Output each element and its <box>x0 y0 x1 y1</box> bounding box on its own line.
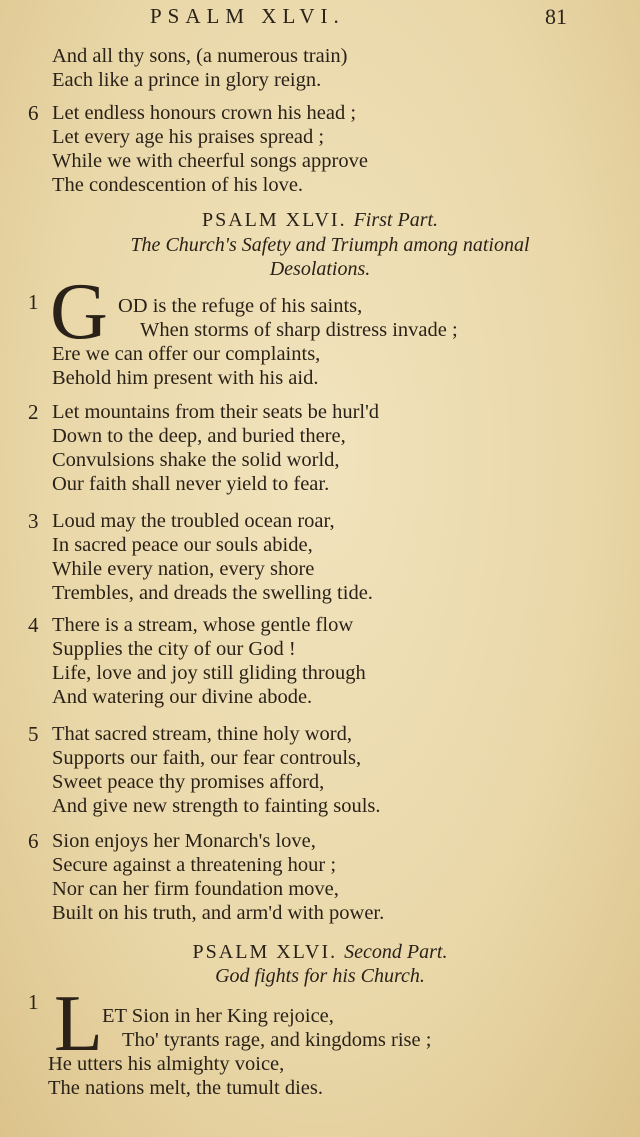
psalm-title: PSALM XLVI. <box>201 209 347 231</box>
verse-line: Nor can her firm foundation move, <box>52 878 339 900</box>
verse-line: Down to the deep, and buried there, <box>52 425 346 447</box>
verse-line: Supports our faith, our fear controuls, <box>52 747 362 769</box>
stanza-number: 1 <box>28 290 39 314</box>
verse-line: Tho' tyrants rage, and kingdoms rise ; <box>122 1029 432 1051</box>
section-heading <box>0 208 640 232</box>
verse-line: ET Sion in her King rejoice, <box>102 1005 334 1027</box>
verse-line: Our faith shall never yield to fear. <box>52 473 330 495</box>
verse-line: In sacred peace our souls abide, <box>52 534 313 556</box>
verse-line: Trembles, and dreads the swelling tide. <box>52 582 373 604</box>
verse-line: When storms of sharp distress invade ; <box>140 319 458 341</box>
verse-line: Supplies the city of our God ! <box>52 638 296 660</box>
verse-line: OD is the refuge of his saints, <box>118 295 363 317</box>
verse-line: Life, love and joy still gliding through <box>52 662 366 684</box>
stanza-number: 2 <box>28 400 39 424</box>
verse-line: Secure against a threatening hour ; <box>52 854 337 876</box>
stanza-number: 3 <box>28 509 39 533</box>
section-heading <box>0 940 640 964</box>
section-subtitle: Desolations. <box>269 258 371 280</box>
running-head: PSALM XLVI. <box>150 4 345 28</box>
verse-line: While every nation, every shore <box>52 558 315 580</box>
drop-cap: G <box>50 268 108 356</box>
verse-line: Behold him present with his aid. <box>52 367 319 389</box>
drop-cap: L <box>54 980 103 1068</box>
verse-line: The condescention of his love. <box>52 174 304 196</box>
stanza-number: 1 <box>28 990 39 1014</box>
verse-line: Let every age his praises spread ; <box>52 126 325 148</box>
section-subtitle: The Church's Safety and Triumph among national <box>130 234 530 256</box>
verse-line: Convulsions shake the solid world, <box>52 449 340 471</box>
verse-line: Each like a prince in glory reign. <box>52 69 322 91</box>
verse-line: The nations melt, the tumult dies. <box>48 1077 323 1099</box>
stanza-number: 4 <box>28 613 39 637</box>
page-number: 81 <box>545 4 567 29</box>
psalm-title: PSALM XLVI. <box>192 941 338 963</box>
verse-line: That sacred stream, thine holy word, <box>52 723 353 745</box>
stanza-number: 6 <box>28 101 39 125</box>
verse-line: Sweet peace thy promises afford, <box>52 771 325 793</box>
verse-line: There is a stream, whose gentle flow <box>52 614 354 636</box>
verse-line: And all thy sons, (a numerous train) <box>52 45 348 67</box>
section-subtitle: God fights for his Church. <box>215 965 425 987</box>
verse-line: And watering our divine abode. <box>52 686 313 708</box>
part-label: First Part. <box>353 209 439 231</box>
verse-line: Sion enjoys her Monarch's love, <box>52 830 316 852</box>
verse-line: He utters his almighty voice, <box>48 1053 285 1075</box>
stanza-number: 5 <box>28 722 39 746</box>
verse-line: Built on his truth, and arm'd with power. <box>52 902 385 924</box>
verse-line: Loud may the troubled ocean roar, <box>52 510 335 532</box>
verse-line: And give new strength to fainting souls. <box>52 795 381 817</box>
verse-line: While we with cheerful songs approve <box>52 150 368 172</box>
stanza-number: 6 <box>28 829 39 853</box>
verse-line: Let mountains from their seats be hurl'd <box>52 401 380 423</box>
part-label: Second Part. <box>344 941 448 963</box>
verse-line: Let endless honours crown his head ; <box>52 102 357 124</box>
verse-line: Ere we can offer our complaints, <box>52 343 321 365</box>
